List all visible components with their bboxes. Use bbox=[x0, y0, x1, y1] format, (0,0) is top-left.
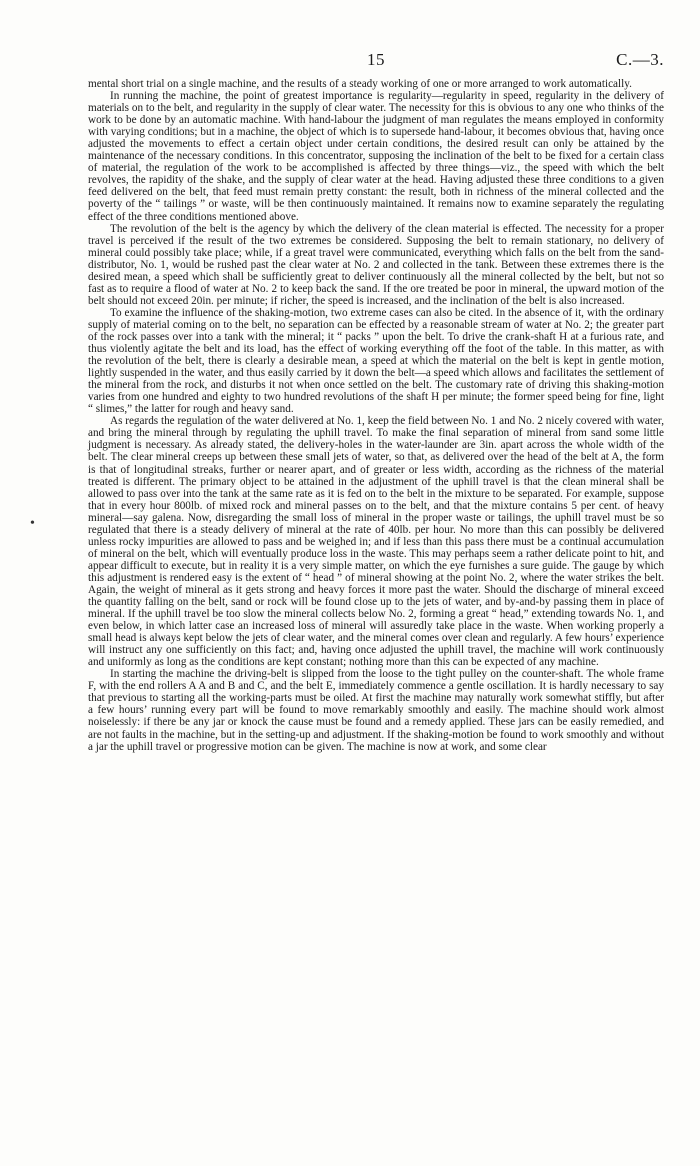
paragraph-continuation: mental short trial on a single machine, and the results of a steady working of one or more arranged to work automatically. bbox=[88, 78, 632, 90]
body-text bbox=[88, 78, 664, 753]
paragraph-shaking-motion: To examine the influence of the shaking-motion, two extreme cases can also be cited. In the absence of it, with the ordinary supply of material coming on to the belt, no separation can be effected by a reasonable stream of water at No. 2; the greater part of the rock passes over into a tank with the mineral; it “ packs ” upon the belt. To drive the crank-shaft H at a furious rate, and thus violently agitate the belt and its load, has the effect of working everything off the foot of the table. In this matter, as with the revolution of the belt, there is clearly a desirable mean, a speed at which the material on the belt is kept in gentle motion, lightly suspended in the water, and thus easily carried by it down the belt—a speed which allows and facilitates the settlement of the mineral from the rock, and disturbs it not when once settled on the belt. The customary rate of driving this shaking-motion varies from one hundred and eighty to two hundred revolutions of the shaft H per minute; the former speed being for fine, light “ slimes,” the latter for rough and heavy sand. bbox=[88, 306, 664, 416]
paragraph-starting-machine: In starting the machine the driving-belt is slipped from the loose to the tight pulley on the counter-shaft. The whole frame F, with the end rollers A A and B and C, and the belt E, immediately commence a gentle oscillation. It is hardly necessary to say that previous to starting all the working-parts must be oiled. At first the machine may naturally work somewhat stiffly, but after a few hours’ running every part will be found to move remarkably smoothly and easily. The machine should work almost noiselessly: if there be any jar or knock the cause must be found and a remedy applied. These jars can be easily remedied, and are not faults in the machine, but in the setting-up and adjustment. If the shaking-motion be found to work smoothly and without a jar the uphill travel or progressive motion can be given. The machine is now at work, and some clear bbox=[88, 668, 664, 753]
section-reference: C.—3. bbox=[616, 50, 664, 69]
page-number: 15 bbox=[367, 50, 385, 69]
margin-mark: • bbox=[30, 516, 35, 531]
paragraph-water-regulation: As regards the regulation of the water delivered at No. 1, keep the field between No. 1 and No. 2 nicely covered with water, and bring the mineral through by regulating the uphill travel. To make the final separation of mineral from sand some little judgment is necessary. As already stated, the delivery-holes in the water-launder are 3in. apart across the whole width of the belt. The clear mineral creeps up between these small jets of water, so that, as delivered over the head of the belt at A, the form is that of longitudinal streaks, further or nearer apart, and of greater or less width, according as the richness of the material treated is different. The primary object to be attained in the adjustment of the uphill travel is that the clean mineral shall be allowed to pass over into the tank at the same rate as it is fed on to the belt in the mixture to be separated. For example, suppose that in every hour 800lb. of mixed rock and mineral passes on to the belt, and that the mixture contains 5 per cent. of heavy mineral—say galena. Now, disregarding the small loss of mineral in the proper waste or tailings, the uphill travel must be so regulated that there is a steady delivery of mineral at the rate of 40lb. per hour. No more than this can possibly be delivered unless rocky impurities are allowed to pass and be weighed in; and if less than this pass there must be a continual accumulation of mineral on the belt, which will eventually produce loss in the waste. This may perhaps seem a rather delicate point to hit, and appear difficult to execute, but in reality it is a very simple matter, on which the eye furnishes a sure guide. The gauge by which this adjustment is rendered easy is the extent of “ head ” of mineral showing at the point No. 2, where the water strikes the belt. Again, the weight of mineral as it gets strong and heavy forces it more past the water. Should the discharge of mineral exceed the quantity falling on the belt, sand or rock will be found close up to the jets of water, and by-and-by passing them in place of mineral. If the uphill travel be too slow the mineral collects below No. 2, forming a great “ head,” extending towards No. 1, and even below, in which latter case an increased loss of mineral will assuredly take place in the waste. When working properly a small head is always kept below the jets of clear water, and the mineral comes over clean and regularly. A few hours’ experience will instruct any one sufficiently on this fact; and, having once adjusted the uphill travel, the machine will work continuously and uniformly as long as the conditions are kept constant; nothing more than this can be expected of any machine. bbox=[88, 415, 664, 669]
paragraph-belt-revolution: The revolution of the belt is the agency by which the delivery of the clean material is effected. The necessity for a proper travel is perceived if the result of the two extremes be considered. Supposing the belt to remain stationary, no delivery of mineral could possibly take place; while, if a great travel were communicated, everything which falls on the belt from the sand-distributor, No. 1, would be rushed past the clear water at No. 2 and collected in the tank. Between these extremes there is the desired mean, a speed which shall be sufficiently great to deliver continuously all the mineral collected by the belt, but not so fast as to require a flood of water at No. 2 to keep back the sand. If the ore treated be poor in mineral, the upward motion of the belt should not exceed 20in. per minute; if richer, the speed is increased, and the inclination of the belt is also increased. bbox=[88, 222, 664, 307]
paragraph-regularity: In running the machine, the point of greatest importance is regularity—regularity in speed, regularity in the delivery of materials on to the belt, and regularity in the supply of clear water. The necessity for this is obvious to any one who thinks of the work to be done by an automatic machine. With hand-labour the judgment of man regulates the means employed in conformity with varying conditions; but in a machine, the object of which is to supersede hand-labour, it becomes obvious that, having once adjusted the movements to effect a certain object under certain conditions, the desired result can only be attained by the maintenance of the necessary conditions. In this concentrator, supposing the inclination of the belt to be fixed for a certain class of material, the regulation of the work to be accomplished is affected by three things—viz., the speed with which the belt revolves, the rapidity of the shake, and the supply of clear water at the head. Having adjusted these three conditions to a given feed delivered on the belt, that feed must remain pretty constant: the result, both in richness of the mineral collected and the poverty of the “ tailings ” or waste, will be then continuously maintained. It remains now to examine separately the regulating effect of the three conditions mentioned above. bbox=[88, 90, 664, 223]
page-header bbox=[88, 50, 664, 74]
